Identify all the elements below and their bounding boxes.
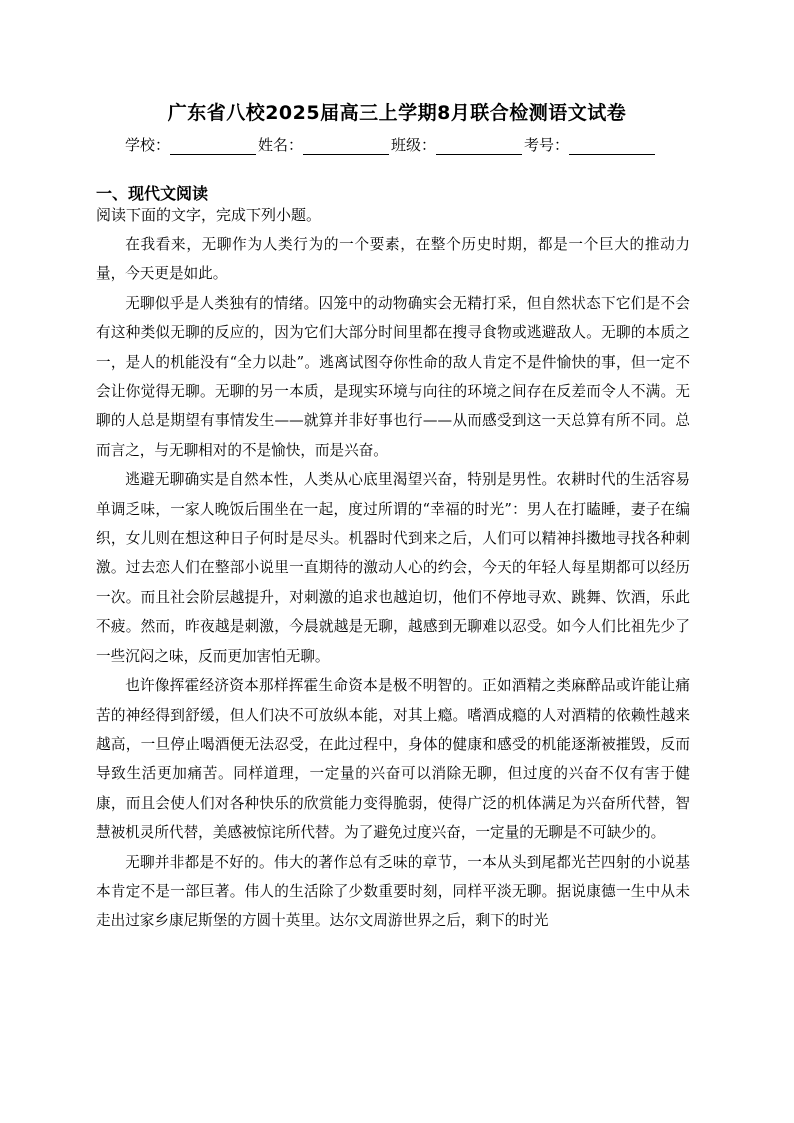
passage-paragraph-5: 无聊并非都是不好的。伟大的著作总有乏味的章节，一本从头到尾都光芒四射的小说基本肯定不是一部巨著。伟人的生活除了少数重要时刻，同样平淡无聊。据说康德一生中从未走出过家乡康尼斯堡的方圆十英里。达尔文周游世界之后，剩下的时光 xyxy=(96,853,690,930)
student-info-row xyxy=(125,134,685,156)
reading-passage xyxy=(96,230,690,936)
passage-paragraph-4: 也许像挥霍经济资本那样挥霍生命资本是极不明智的。正如酒精之类麻醉品或许能让痛苦的神经得到舒缓，但人们决不可放纵本能，对其上瘾。嗜酒成瘾的人对酒精的依赖性越来越高，一旦停止喝酒便无法忍受，在此过程中，身体的健康和感受的机能逐渐被摧毁，反而导致生活更加痛苦。同样道理，一定量的兴奋可以消除无聊，但过度的兴奋不仅有害于健康，而且会使人们对各种快乐的欣赏能力变得脆弱，使得广泛的机体满足为兴奋所代替，智慧被机灵所代替，美感被惊诧所代替。为了避免过度兴奋，一定量的无聊是不可缺少的。 xyxy=(96,677,690,842)
class-label: 班级： xyxy=(391,136,437,154)
passage-paragraph-3: 逃避无聊确实是自然本性，人类从心底里渴望兴奋，特别是男性。农耕时代的生活容易单调乏味，一家人晚饭后围坐在一起，度过所谓的“幸福的时光”：男人在打瞌睡，妻子在编织，女儿则在想这种日子何时是尽头。机器时代到来之后，人们可以精神抖擞地寻找各种刺激。过去恋人们在整部小说里一直期待的激动人心的约会，今天的年轻人每星期都可以经历一次。而且社会阶层越提升，对刺激的追求也越迫切，他们不停地寻欢、跳舞、饮酒，乐此不疲。然而，昨夜越是刺激，今晨就越是无聊，越感到无聊难以忍受。如今人们比祖先少了一些沉闷之味，反而更加害怕无聊。 xyxy=(96,471,690,665)
school-blank xyxy=(170,138,256,155)
passage-paragraph-2: 无聊似乎是人类独有的情绪。囚笼中的动物确实会无精打采，但自然状态下它们是不会有这种类似无聊的反应的，因为它们大部分时间里都在搜寻食物或逃避敌人。无聊的本质之一，是人的机能没有“全力以赴”。逃离试图夺你性命的敌人肯定不是件愉快的事，但一定不会让你觉得无聊。无聊的另一本质，是现实环境与向往的环境之间存在反差而令人不满。无聊的人总是期望有事情发生——就算并非好事也行——从而感受到这一天总算有所不同。总而言之，与无聊相对的不是愉快，而是兴奋。 xyxy=(96,294,690,459)
class-blank xyxy=(436,138,522,155)
section-heading: 一、现代文阅读 xyxy=(96,184,209,203)
passage-paragraph-1: 在我看来，无聊作为人类行为的一个要素，在整个历史时期，都是一个巨大的推动力量，今天更是如此。 xyxy=(96,236,690,283)
school-label: 学校： xyxy=(125,136,171,154)
reading-instruction: 阅读下面的文字，完成下列小题。 xyxy=(96,206,322,224)
exam-number-blank xyxy=(569,138,655,155)
name-label: 姓名： xyxy=(258,136,304,154)
exam-title: 广东省八校2025届高三上学期8月联合检测语文试卷 xyxy=(167,102,627,124)
exam-number-label: 考号： xyxy=(524,136,570,154)
name-blank xyxy=(303,138,389,155)
